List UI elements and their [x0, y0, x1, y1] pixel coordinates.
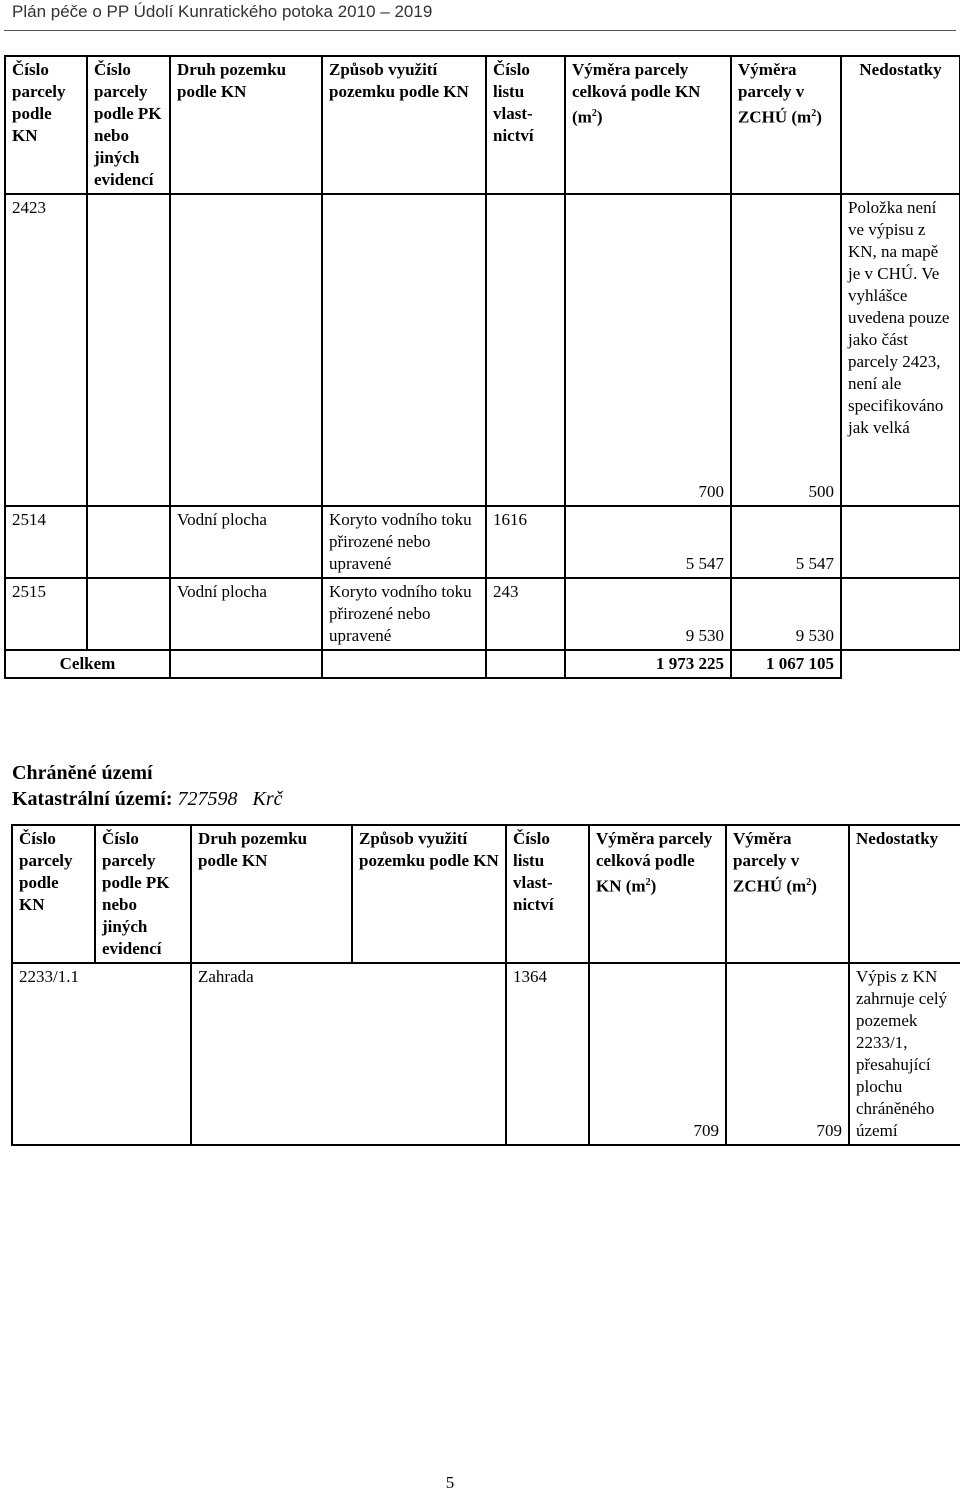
- total-row: [5, 650, 960, 678]
- cell-parcel-pk: [87, 194, 170, 506]
- parcels-table-2: [11, 824, 960, 1146]
- total-area-sum: 1 973 225: [565, 650, 731, 678]
- table-header-row: [12, 825, 960, 963]
- cell-area-in-zchu: 709: [726, 963, 849, 1145]
- col-header-area-in-zchu: Výměra parcely v ZCHÚ $(m^2)$: [726, 825, 849, 963]
- cadastral-label: Katastrální území:: [12, 788, 173, 810]
- cell-area-in-zchu: 5 547: [731, 506, 841, 578]
- cell-empty: [841, 650, 960, 678]
- cadastral-value: 727598 Krč: [177, 788, 283, 810]
- cell-empty: [486, 650, 565, 678]
- section-title: Chráněné území: [12, 762, 153, 784]
- cell-area-in-zchu: 500: [731, 194, 841, 506]
- cell-parcel-kn: 2514: [5, 506, 87, 578]
- cell-ownership-sheet: 243: [486, 578, 565, 650]
- table-row: [12, 963, 960, 1145]
- cell-empty: [322, 650, 486, 678]
- header-divider: [4, 30, 956, 31]
- cell-total-area: 709: [589, 963, 726, 1145]
- col-header-ownership-sheet: Číslo listu vlast-nictví: [486, 56, 565, 194]
- cell-deficiencies: [841, 506, 960, 578]
- table-row: [5, 578, 960, 650]
- cell-land-use: [322, 194, 486, 506]
- col-header-total-area: Výměra parcely celková podle KN $(m^2)$: [589, 825, 726, 963]
- table-row: [5, 194, 960, 506]
- cell-parcel-kn: 2233/1.1: [12, 963, 191, 1145]
- cell-parcel-kn: 2515: [5, 578, 87, 650]
- col-header-area-in-zchu: Výměra parcely v ZCHÚ $(m^2)$: [731, 56, 841, 194]
- cell-land-type: [170, 194, 322, 506]
- col-header-total-area: Výměra parcely celková podle KN $(m^2)$: [565, 56, 731, 194]
- col-header-parcel-kn: Číslo parcely podle KN: [5, 56, 87, 194]
- col-header-land-type: Druh pozemku podle KN: [191, 825, 352, 963]
- cell-land-use: Koryto vodního toku přirozené nebo upravené: [322, 578, 486, 650]
- cell-total-area: 700: [565, 194, 731, 506]
- cell-parcel-pk: [87, 506, 170, 578]
- cell-land-type: Zahrada: [191, 963, 506, 1145]
- cell-total-area: 5 547: [565, 506, 731, 578]
- col-header-land-use: Způsob využití pozemku podle KN: [322, 56, 486, 194]
- cell-ownership-sheet: 1364: [506, 963, 589, 1145]
- col-header-parcel-kn: Číslo parcely podle KN: [12, 825, 95, 963]
- cell-parcel-pk: [87, 578, 170, 650]
- cell-deficiencies: Položka není ve výpisu z KN, na mapě je v CHÚ. Ve vyhlášce uvedena pouze jako část parcely 2423, není ale specifikováno jak velká: [841, 194, 960, 506]
- col-header-ownership-sheet: Číslo listu vlast-nictví: [506, 825, 589, 963]
- page-number: 5: [445, 1473, 455, 1492]
- col-header-land-use: Způsob využití pozemku podle KN: [352, 825, 506, 963]
- table-row: [5, 506, 960, 578]
- col-header-deficiencies: Nedostatky: [841, 56, 960, 194]
- document-header-title: Plán péče o PP Údolí Kunratického potoka 2010 – 2019: [12, 2, 433, 21]
- zchu-area-sum: 1 067 105: [731, 650, 841, 678]
- cell-empty: [170, 650, 322, 678]
- table-header-row: [5, 56, 960, 194]
- cell-deficiencies: [841, 578, 960, 650]
- cell-deficiencies: Výpis z KN zahrnuje celý pozemek 2233/1, přesahující plochu chráněného území: [849, 963, 960, 1145]
- cadastral-area-line: [12, 787, 283, 811]
- col-header-land-type: Druh pozemku podle KN: [170, 56, 322, 194]
- cell-land-use: Koryto vodního toku přirozené nebo upravené: [322, 506, 486, 578]
- col-header-parcel-pk: Číslo parcely podle PK nebo jiných evidencí: [87, 56, 170, 194]
- cell-total-area: 9 530: [565, 578, 731, 650]
- col-header-parcel-pk: Číslo parcely podle PK nebo jiných evidencí: [95, 825, 191, 963]
- cell-ownership-sheet: [486, 194, 565, 506]
- total-label: Celkem: [5, 650, 170, 678]
- cell-land-type: Vodní plocha: [170, 506, 322, 578]
- parcels-table-1: [4, 55, 960, 679]
- col-header-deficiencies: Nedostatky: [849, 825, 960, 963]
- cell-land-type: Vodní plocha: [170, 578, 322, 650]
- cell-ownership-sheet: 1616: [486, 506, 565, 578]
- cell-parcel-kn: 2423: [5, 194, 87, 506]
- cell-area-in-zchu: 9 530: [731, 578, 841, 650]
